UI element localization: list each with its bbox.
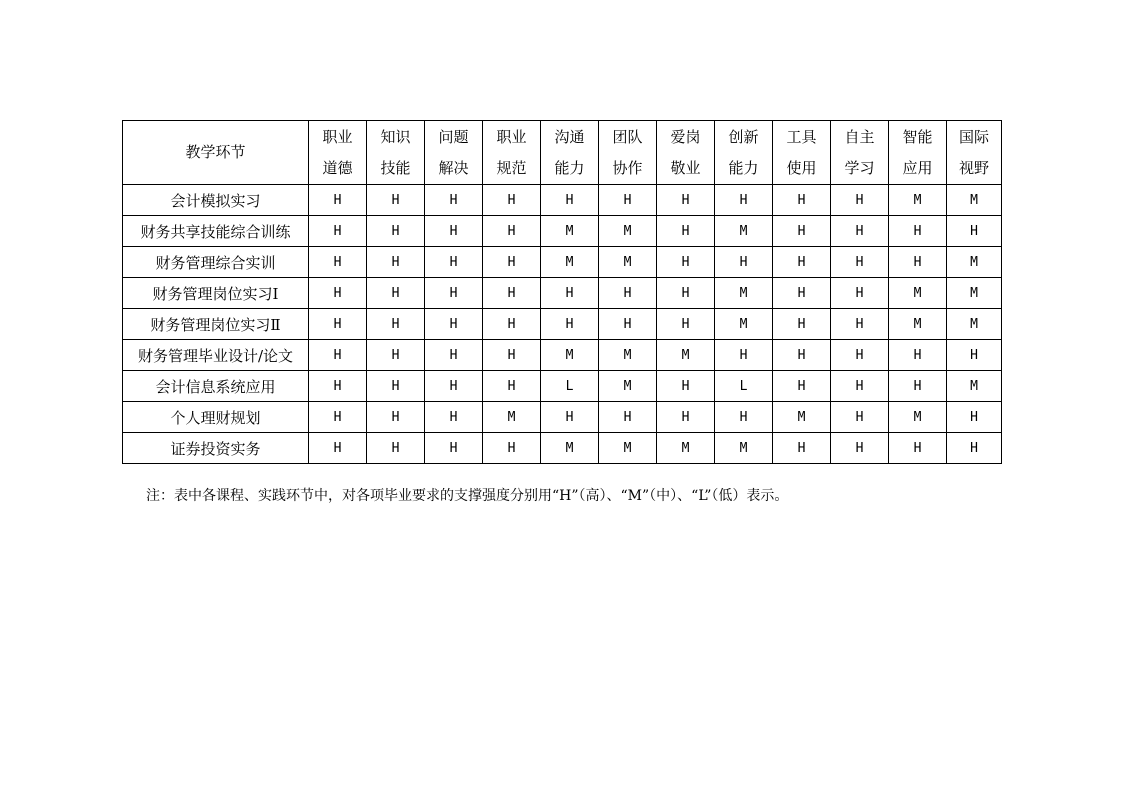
support-level-cell: H [367,185,425,216]
support-level-cell: H [483,185,541,216]
column-header-line1: 爱岗 [670,127,701,146]
support-level-cell: H [715,402,773,433]
support-level-cell: M [599,216,657,247]
row-label: 财务管理毕业设计/论文 [123,340,309,371]
support-level-cell: M [947,309,1002,340]
support-level-cell: H [483,433,541,464]
table-row [123,278,1002,309]
support-level-cell: H [425,278,483,309]
support-matrix-table [122,120,1002,464]
support-level-cell: M [541,247,599,278]
support-level-cell: H [831,433,889,464]
support-level-cell: H [367,371,425,402]
support-level-cell: H [367,433,425,464]
table-row [123,216,1002,247]
corner-header: 教学环节 [123,121,309,185]
support-level-cell: H [309,247,367,278]
support-level-cell: H [657,216,715,247]
column-header [309,121,367,185]
support-level-cell: H [657,185,715,216]
column-header-line2: 道德 [322,158,353,177]
row-label: 财务共享技能综合训练 [123,216,309,247]
support-level-cell: H [483,216,541,247]
support-level-cell: H [599,402,657,433]
support-level-cell: M [715,216,773,247]
table-row [123,433,1002,464]
support-level-cell: M [889,309,947,340]
support-level-cell: L [715,371,773,402]
table-note: 注：表中各课程、实践环节中，对各项毕业要求的支撑强度分别用“H”（高）、“M”（中）、“L”（低）表示。 [146,488,789,504]
support-level-cell: H [541,402,599,433]
support-level-cell: M [773,402,831,433]
support-level-cell: H [947,340,1002,371]
support-level-cell: H [773,216,831,247]
row-label: 个人理财规划 [123,402,309,433]
support-level-cell: M [483,402,541,433]
column-header-line1: 国际 [958,127,989,146]
support-level-cell: H [831,278,889,309]
support-level-cell: H [309,309,367,340]
column-header-line1: 职业 [496,127,527,146]
support-level-cell: M [657,433,715,464]
column-header [773,121,831,185]
support-level-cell: H [831,185,889,216]
support-level-cell: H [657,247,715,278]
column-header-line1: 职业 [322,127,353,146]
support-level-cell: M [541,340,599,371]
support-level-cell: H [773,340,831,371]
support-level-cell: H [889,247,947,278]
table-row [123,402,1002,433]
column-header-line1: 问题 [438,127,469,146]
support-level-cell: H [599,278,657,309]
support-level-cell: H [425,402,483,433]
table-header [123,121,1002,185]
column-header-line1: 团队 [612,127,643,146]
column-header-line2: 规范 [496,158,527,177]
support-level-cell: H [425,247,483,278]
row-label: 财务管理岗位实习Ⅱ [123,309,309,340]
support-level-cell: H [309,433,367,464]
support-level-cell: H [889,371,947,402]
support-level-cell: H [831,340,889,371]
support-level-cell: H [483,340,541,371]
support-level-cell: H [773,433,831,464]
support-level-cell: H [425,340,483,371]
support-level-cell: H [483,247,541,278]
table-body [123,185,1002,464]
support-level-cell: H [483,278,541,309]
support-level-cell: H [889,216,947,247]
table-row [123,247,1002,278]
column-header-line1: 自主 [844,127,875,146]
support-level-cell: H [831,402,889,433]
column-header-line1: 知识 [380,127,411,146]
column-header-line2: 协作 [612,158,643,177]
support-level-cell: M [947,247,1002,278]
column-header [715,121,773,185]
support-level-cell: M [947,278,1002,309]
support-level-cell: H [425,371,483,402]
support-level-cell: H [483,309,541,340]
support-level-cell: H [715,247,773,278]
support-level-cell: M [599,247,657,278]
support-level-cell: H [715,340,773,371]
column-header [367,121,425,185]
support-level-cell: M [599,433,657,464]
support-level-cell: M [715,433,773,464]
support-level-cell: M [541,216,599,247]
support-level-cell: H [773,309,831,340]
support-level-cell: M [715,278,773,309]
support-level-cell: M [947,185,1002,216]
column-header-line2: 敬业 [670,158,701,177]
support-level-cell: H [715,185,773,216]
support-level-cell: H [831,371,889,402]
column-header-line1: 工具 [786,127,817,146]
support-level-cell: H [657,371,715,402]
support-level-cell: H [947,433,1002,464]
column-header [889,121,947,185]
support-level-cell: H [367,402,425,433]
support-level-cell: H [367,247,425,278]
support-level-cell: H [889,433,947,464]
column-header-line2: 学习 [844,158,875,177]
column-header-line2: 能力 [728,158,759,177]
support-level-cell: H [425,216,483,247]
support-level-cell: M [599,340,657,371]
support-level-cell: H [541,309,599,340]
support-level-cell: M [657,340,715,371]
support-level-cell: H [947,402,1002,433]
table-row [123,309,1002,340]
column-header [599,121,657,185]
support-level-cell: H [425,185,483,216]
column-header [541,121,599,185]
support-level-cell: H [309,278,367,309]
support-level-cell: H [367,340,425,371]
support-level-cell: H [773,185,831,216]
support-level-cell: H [309,216,367,247]
support-level-cell: H [657,402,715,433]
row-label: 证券投资实务 [123,433,309,464]
support-level-cell: H [309,371,367,402]
table-row [123,185,1002,216]
support-level-cell: H [367,309,425,340]
support-level-cell: L [541,371,599,402]
support-level-cell: M [889,185,947,216]
row-label: 会计模拟实习 [123,185,309,216]
column-header-line1: 沟通 [554,127,585,146]
column-header-line2: 能力 [554,158,585,177]
support-level-cell: H [831,247,889,278]
support-level-cell: H [657,278,715,309]
column-header-line1: 创新 [728,127,759,146]
column-header-line2: 视野 [958,158,989,177]
column-header [947,121,1002,185]
support-level-cell: H [541,278,599,309]
support-level-cell: M [541,433,599,464]
support-level-cell: H [425,309,483,340]
support-level-cell: H [599,185,657,216]
support-level-cell: M [599,371,657,402]
support-level-cell: H [367,278,425,309]
support-level-cell: H [541,185,599,216]
column-header-line2: 技能 [380,158,411,177]
column-header [831,121,889,185]
support-level-cell: H [309,185,367,216]
support-level-cell: H [773,371,831,402]
support-level-cell: H [889,340,947,371]
support-level-cell: H [309,340,367,371]
table-row [123,340,1002,371]
support-level-cell: H [599,309,657,340]
support-level-cell: H [773,278,831,309]
column-header-line2: 解决 [438,158,469,177]
support-level-cell: H [831,216,889,247]
column-header [425,121,483,185]
support-level-cell: H [425,433,483,464]
support-level-cell: H [309,402,367,433]
column-header [657,121,715,185]
support-level-cell: M [947,371,1002,402]
support-level-cell: H [773,247,831,278]
support-level-cell: H [947,216,1002,247]
column-header [483,121,541,185]
support-level-cell: H [831,309,889,340]
column-header-line2: 使用 [786,158,817,177]
column-header-line2: 应用 [902,158,933,177]
support-level-cell: H [483,371,541,402]
row-label: 财务管理岗位实习Ⅰ [123,278,309,309]
row-label: 财务管理综合实训 [123,247,309,278]
support-level-cell: M [889,278,947,309]
support-level-cell: H [367,216,425,247]
header-row [123,121,1002,185]
support-level-cell: H [657,309,715,340]
row-label: 会计信息系统应用 [123,371,309,402]
column-header-line1: 智能 [902,127,933,146]
support-level-cell: M [889,402,947,433]
support-level-cell: M [715,309,773,340]
table-row [123,371,1002,402]
